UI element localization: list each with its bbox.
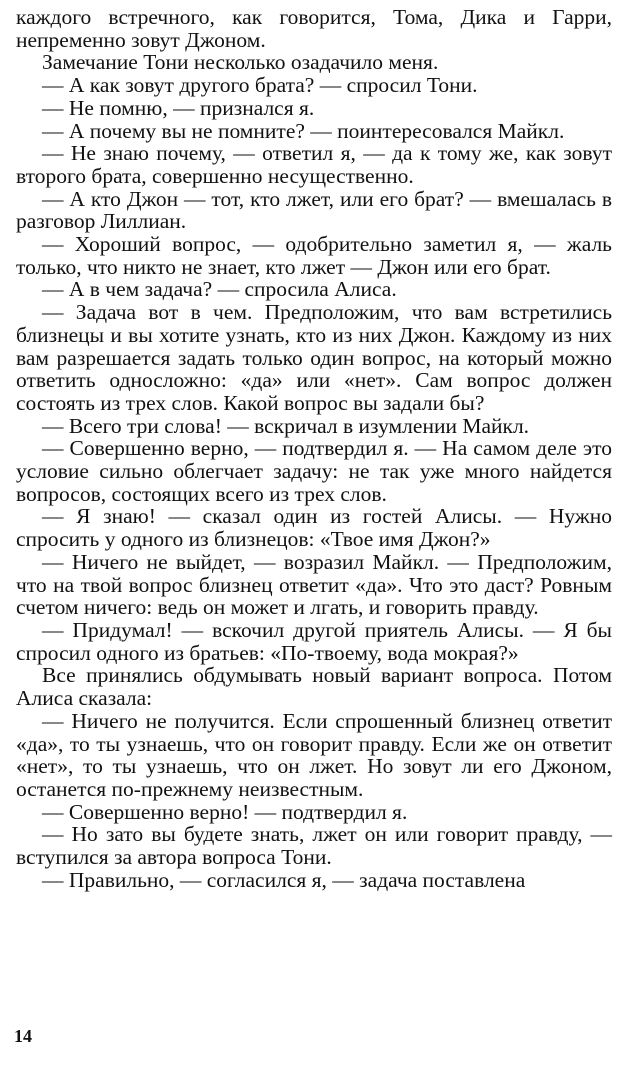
paragraph: Замечание Тони несколько озадачило меня. (42, 50, 439, 75)
paragraph: — Ничего не получится. Если спрошенный близнец ответит «да», то ты узнаешь, что он говорит правду. Если же он ответит «нет», то ты узнаешь, что он лжет. Но зовут ли его Джоном, останется по-прежнему неизвестным. (16, 708, 612, 801)
paragraph: — Совершенно верно! — подтвердил я. (42, 799, 408, 824)
paragraph: — А в чем задача? — спросила Алиса. (42, 277, 397, 302)
paragraph: — Но зато вы будете знать, лжет он или говорит правду, — вступился за автора вопроса Тони. (16, 822, 612, 870)
paragraph: каждого встречного, как говорится, Тома, Дика и Гарри, непременно зовут Джоном. (16, 5, 612, 52)
paragraph: — А кто Джон — тот, кто лжет, или его брат? — вмешалась в разговор Лиллиан. (16, 186, 612, 234)
page-number: 14 (14, 1026, 32, 1046)
paragraph: — Задача вот в чем. Предположим, что вам встретились близнецы и вы хотите узнать, кто из них Джон. Каждому из них вам разрешается задать только один вопрос, на который можно ответить односложно: «да» или «нет». Сам вопрос должен состоять из трех слов. Какой вопрос вы задали бы? (16, 300, 612, 415)
paragraph: Все принялись обдумывать новый вариант вопроса. Потом Алиса сказала: (16, 663, 612, 711)
paragraph: — А почему вы не помните? — поинтересовался Майкл. (42, 118, 565, 143)
paragraph: — Придумал! — вскочил другой приятель Алисы. — Я бы спросил одного из братьев: «По-твоему, вода мокрая?» (16, 617, 612, 665)
paragraph: — Я знаю! — сказал один из гостей Алисы. — Нужно спросить у одного из близнецов: «Твое имя Джон?» (16, 504, 612, 552)
paragraph: — Хороший вопрос, — одобрительно заметил я, — жаль только, что никто не знает, кто лжет — Джон или его брат. (16, 232, 612, 279)
paragraph: — А как зовут другого брата? — спросил Тони. (42, 73, 478, 98)
paragraph: — Правильно, — согласился я, — задача поставлена (42, 867, 526, 892)
body-text (16, 6, 612, 891)
paragraph: — Всего три слова! — вскричал в изумлении Майкл. (42, 413, 530, 438)
paragraph: — Не помню, — признался я. (42, 95, 315, 120)
paragraph: — Совершенно верно, — подтвердил я. — На самом деле это условие сильно облегчает задачу: не так уже много найдется вопросов, состоящих всего из трех слов. (16, 436, 612, 506)
paragraph: — Не знаю почему, — ответил я, — да к тому же, как зовут второго брата, совершенно несущественно. (16, 141, 612, 188)
paragraph: — Ничего не выйдет, — возразил Майкл. — Предположим, что на твой вопрос близнец ответит «да». Что это даст? Ровным счетом ничего: ведь он может и лгать, и говорить правду. (16, 549, 612, 620)
